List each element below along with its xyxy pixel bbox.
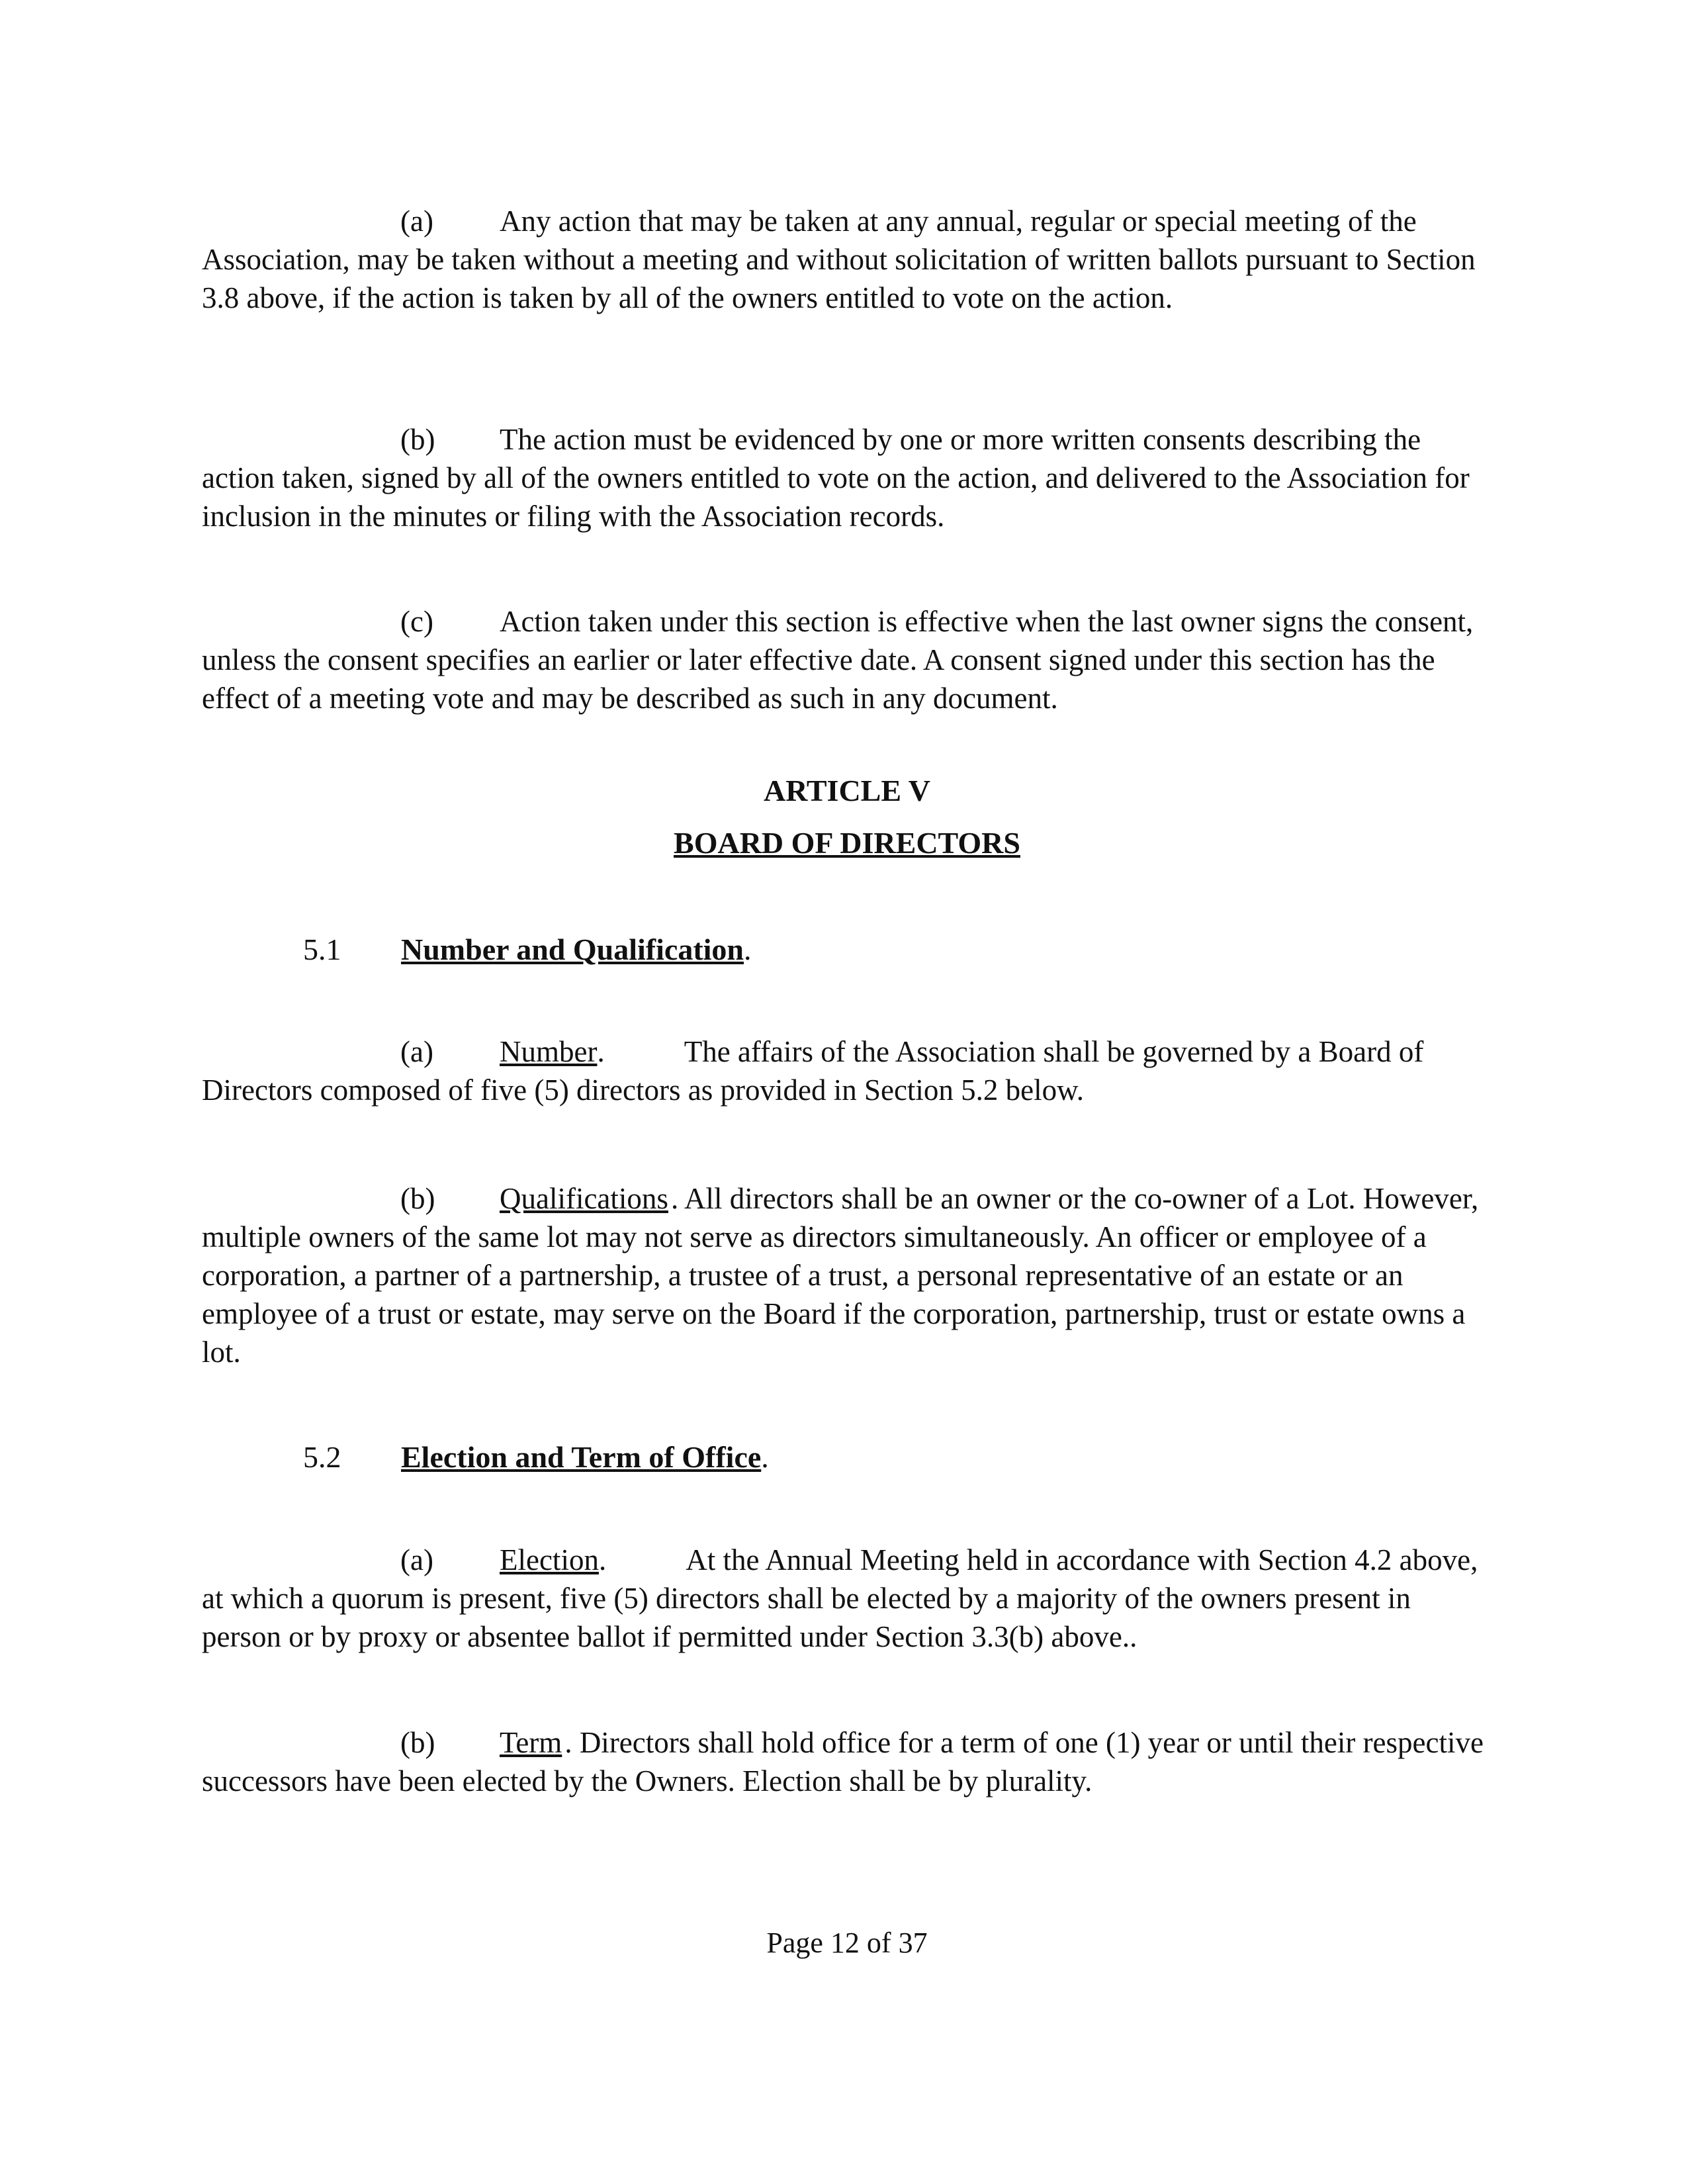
paragraph-text: The action must be evidenced by one or more written consents describing the action taken, signed by all of the owners entitled to vote on the action, and delivered to the Association for inclusion in the minutes or filing with the Association records. <box>202 423 1470 533</box>
section-5-2-paragraph-b: (b) Term. Directors shall hold office for a term of one (1) year or until their respective successors have been elected by the Owners. Election shall be by plurality. <box>202 1723 1492 1800</box>
paragraph-text: The affairs of the Association shall be governed by a Board of Directors composed of five (5) directors as provided in Section 5.2 below. <box>202 1035 1424 1107</box>
section-title: Number and Qualification <box>401 933 744 966</box>
paragraph-marker: (b) <box>400 423 435 456</box>
section-title: Election and Term of Office <box>401 1440 762 1474</box>
paragraph-marker: (b) <box>400 1182 435 1215</box>
section-number: 5.1 <box>303 933 341 966</box>
page-number: Page 12 of 37 <box>766 1927 928 1959</box>
paragraph-marker: (a) <box>400 1543 433 1576</box>
paragraph-marker: (c) <box>400 605 433 638</box>
section-heading-5-2: 5.2 Election and Term of Office. <box>303 1440 769 1474</box>
paragraph-text: Directors shall hold office for a term of one (1) year or until their respective successors have been elected by the Owners. Election shall be by plurality. <box>202 1726 1484 1797</box>
paragraph-marker: (a) <box>400 1035 433 1068</box>
section-5-1-paragraph-a: (a) Number. The affairs of the Association shall be governed by a Board of Directors composed of five (5) directors as provided in Section 5.2 below. <box>202 1032 1492 1109</box>
paragraph-text: At the Annual Meeting held in accordance with Section 4.2 above, at which a quorum is present, five (5) directors shall be elected by a majority of the owners present in person or by proxy or absentee ballot if permitted under Section 3.3(b) above.. <box>202 1543 1478 1653</box>
paragraph-text: Any action that may be taken at any annual, regular or special meeting of the Association, may be taken without a meeting and without solicitation of written ballots pursuant to Section 3.8 above, if the action is taken by all of the owners entitled to vote on the action. <box>202 205 1476 314</box>
article-title: BOARD OF DIRECTORS <box>674 826 1020 860</box>
paragraph-heading: Election <box>500 1543 599 1576</box>
paragraph-marker: (a) <box>400 205 433 238</box>
consent-paragraph-a <box>202 202 1492 317</box>
section-5-2-paragraph-a: (a) Election. At the Annual Meeting held in accordance with Section 4.2 above, at which a quorum is present, five (5) directors shall be elected by a majority of the owners present in person or by proxy or absentee ballot if permitted under Section 3.3(b) above.. <box>202 1541 1492 1656</box>
section-5-1-paragraph-b: (b) Qualifications. All directors shall be an owner or the co-owner of a Lot. However, multiple owners of the same lot may not serve as directors simultaneously. An officer or employee of a corporation, a partner of a partnership, a trustee of a trust, a personal representative of an estate or an employee of a trust or estate, may serve on the Board if the corporation, partnership, trust or estate owns a lot. <box>202 1179 1492 1371</box>
paragraph-heading: Term <box>500 1726 562 1759</box>
consent-paragraph-c <box>202 602 1492 717</box>
section-heading-5-1: 5.1 Number and Qualification. <box>303 933 752 966</box>
section-number: 5.2 <box>303 1440 341 1474</box>
article-number: ARTICLE V <box>764 774 930 807</box>
paragraph-marker: (b) <box>400 1726 435 1759</box>
paragraph-text: All directors shall be an owner or the co-owner of a Lot. However, multiple owners of the same lot may not serve as directors simultaneously. An officer or employee of a corporation, a partner of a partnership, a trustee of a trust, a personal representative of an estate or an employee of a trust or estate, may serve on the Board if the corporation, partnership, trust or estate owns a lot. <box>202 1182 1479 1369</box>
paragraph-text: Action taken under this section is effective when the last owner signs the consent, unless the consent specifies an earlier or later effective date. A consent signed under this section has the effect of a meeting vote and may be described as such in any document. <box>202 605 1474 715</box>
consent-paragraph-b <box>202 420 1492 535</box>
paragraph-heading: Qualifications <box>500 1182 668 1215</box>
paragraph-heading: Number <box>500 1035 598 1068</box>
